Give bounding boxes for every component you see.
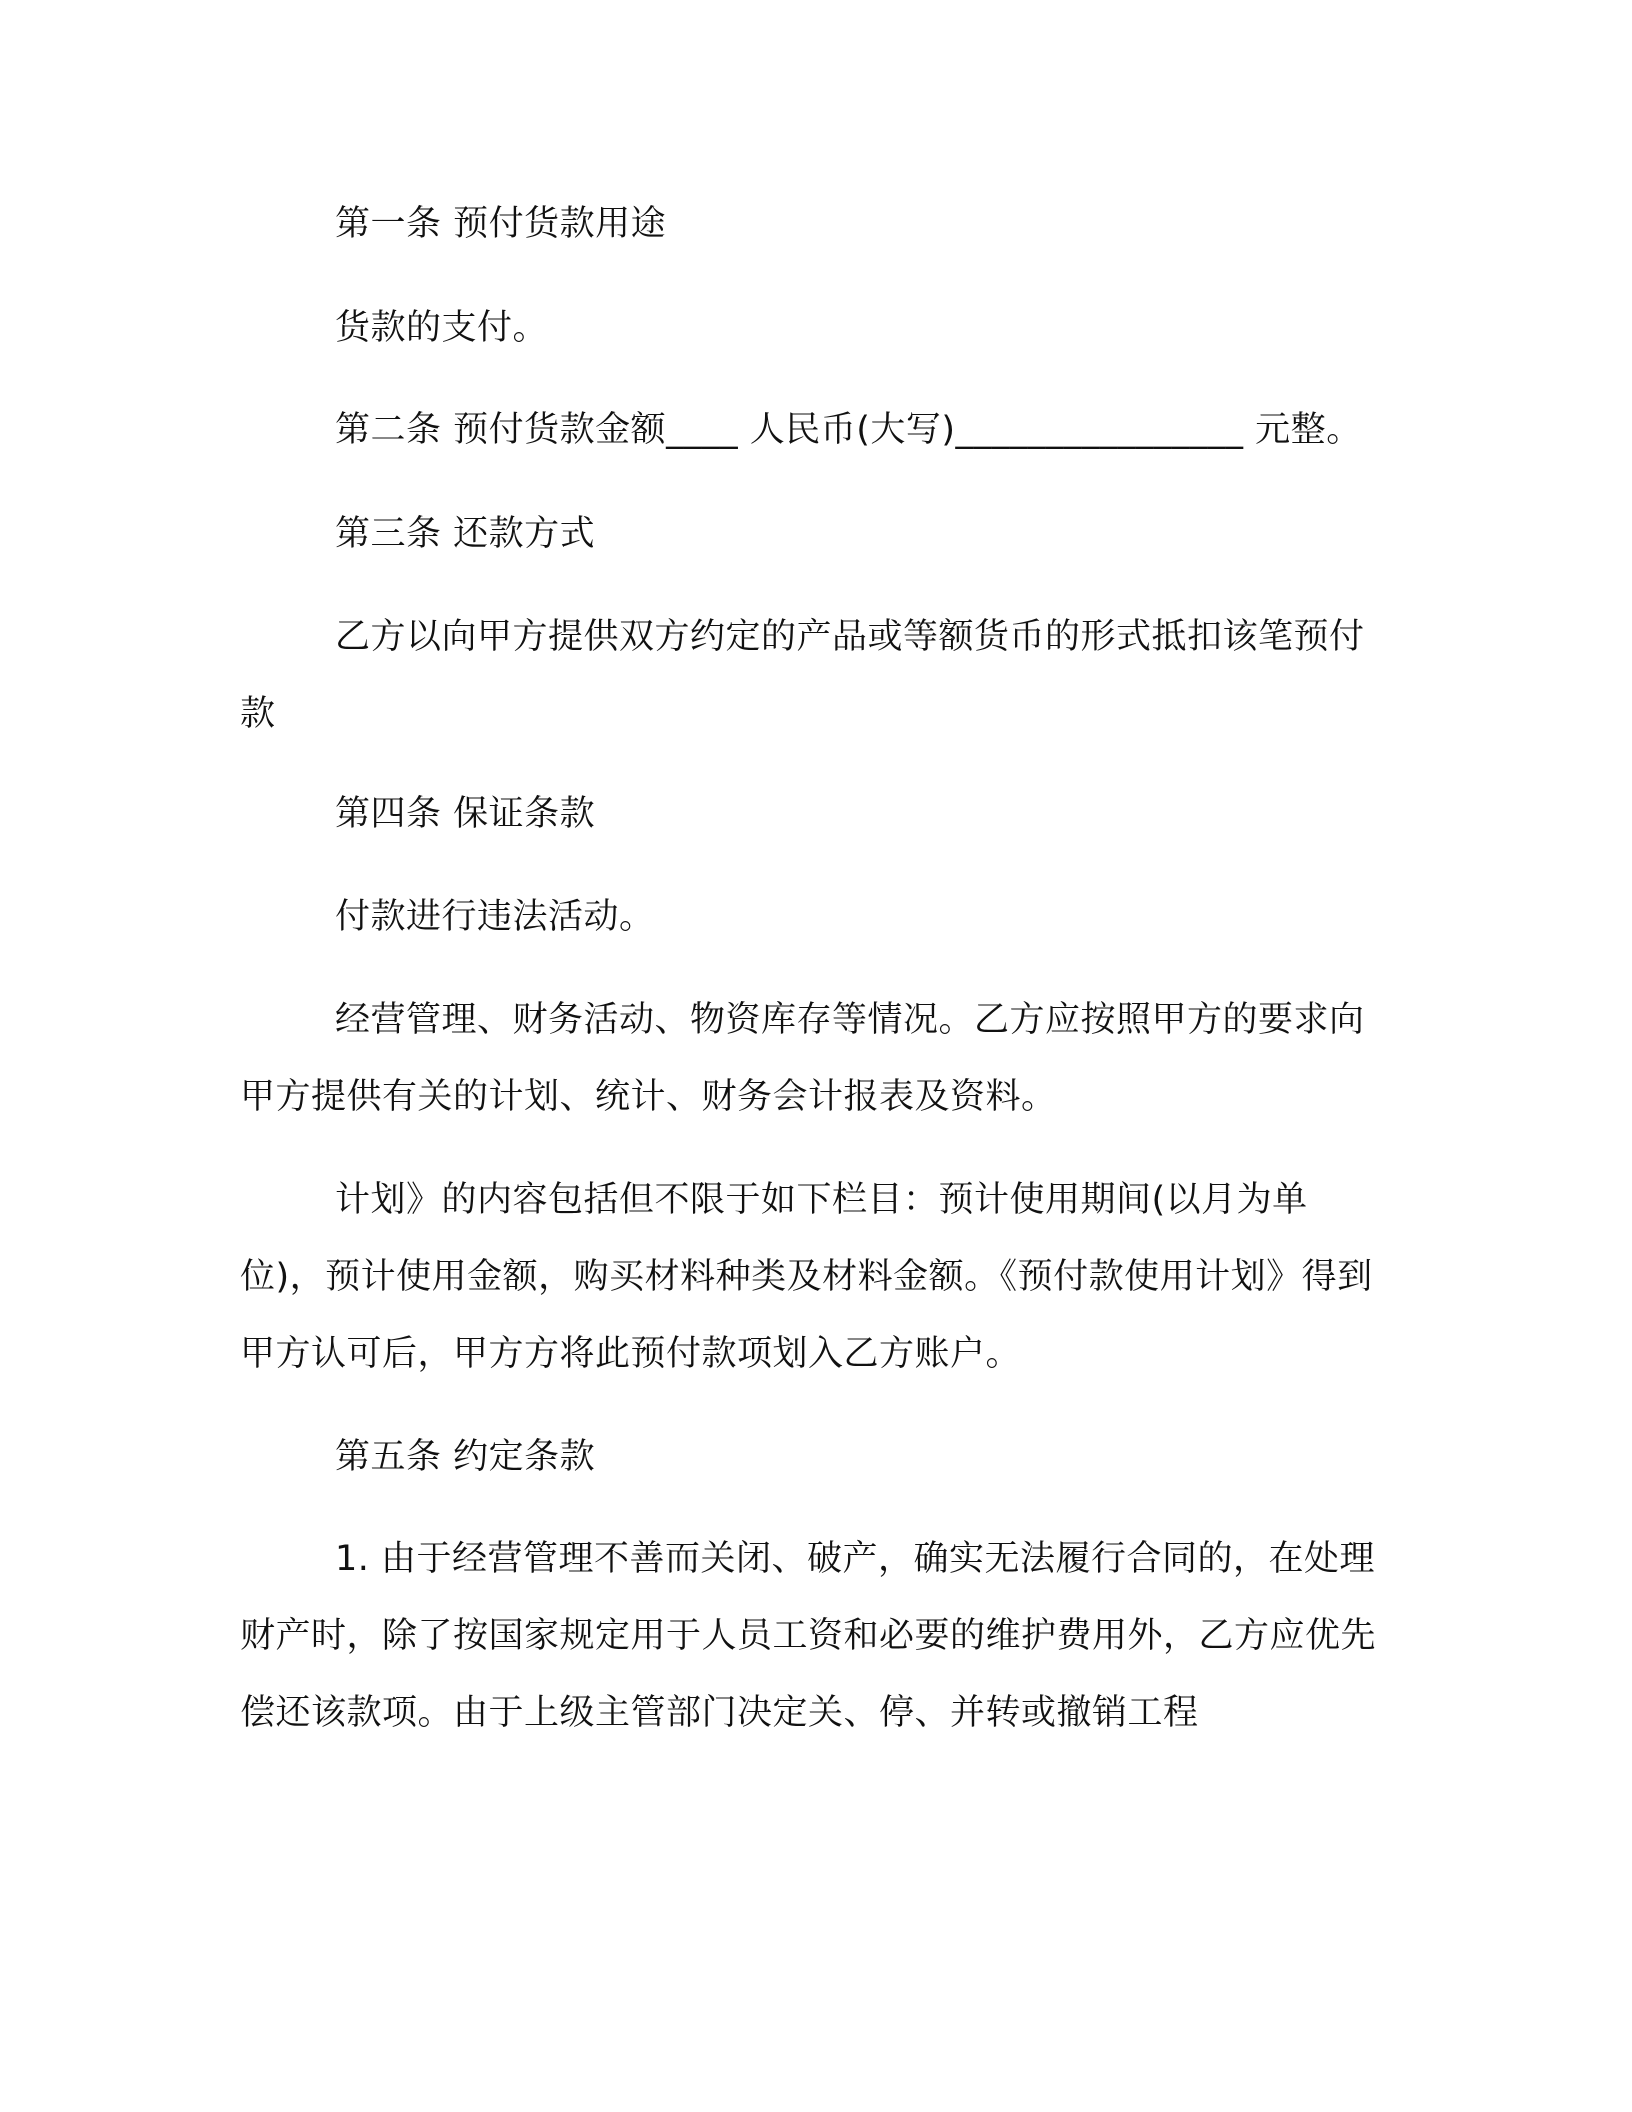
- article-3-heading: 第三条 还款方式: [335, 514, 596, 554]
- article-1-heading: 第一条 预付货款用途: [335, 204, 667, 244]
- article-4-text-3: 计划》的内容包括但不限于如下栏目：预计使用期间(以月为单位)，预计使用金额，购买材料种类及材料金额。《预付款使用计划》得到甲方认可后，甲方方将此预付款项划入乙方账户。: [240, 1180, 1373, 1374]
- article-5-heading: 第五条 约定条款: [335, 1437, 596, 1477]
- article-5-clause-1: 1. 由于经营管理不善而关闭、破产，确实无法履行合同的，在处理财产时，除了按国家规定用于人员工资和必要的维护费用外，乙方应优先偿还该款项。由于上级主管部门决定关、停、并转或撤销工程: [240, 1539, 1377, 1733]
- article-2-amount: 第二条 预付货款金额____ 人民币(大写)________________ 元整。: [335, 410, 1362, 450]
- article-4-heading: 第四条 保证条款: [335, 794, 596, 834]
- article-1-text: 货款的支付。: [335, 308, 549, 348]
- document-body: [240, 186, 1390, 1752]
- article-3-text: 乙方以向甲方提供双方约定的产品或等额货币的形式抵扣该笔预付款: [240, 617, 1365, 734]
- article-4-text-1: 付款进行违法活动。: [335, 897, 655, 937]
- article-4-text-2: 经营管理、财务活动、物资库存等情况。乙方应按照甲方的要求向甲方提供有关的计划、统计、财务会计报表及资料。: [240, 1000, 1365, 1117]
